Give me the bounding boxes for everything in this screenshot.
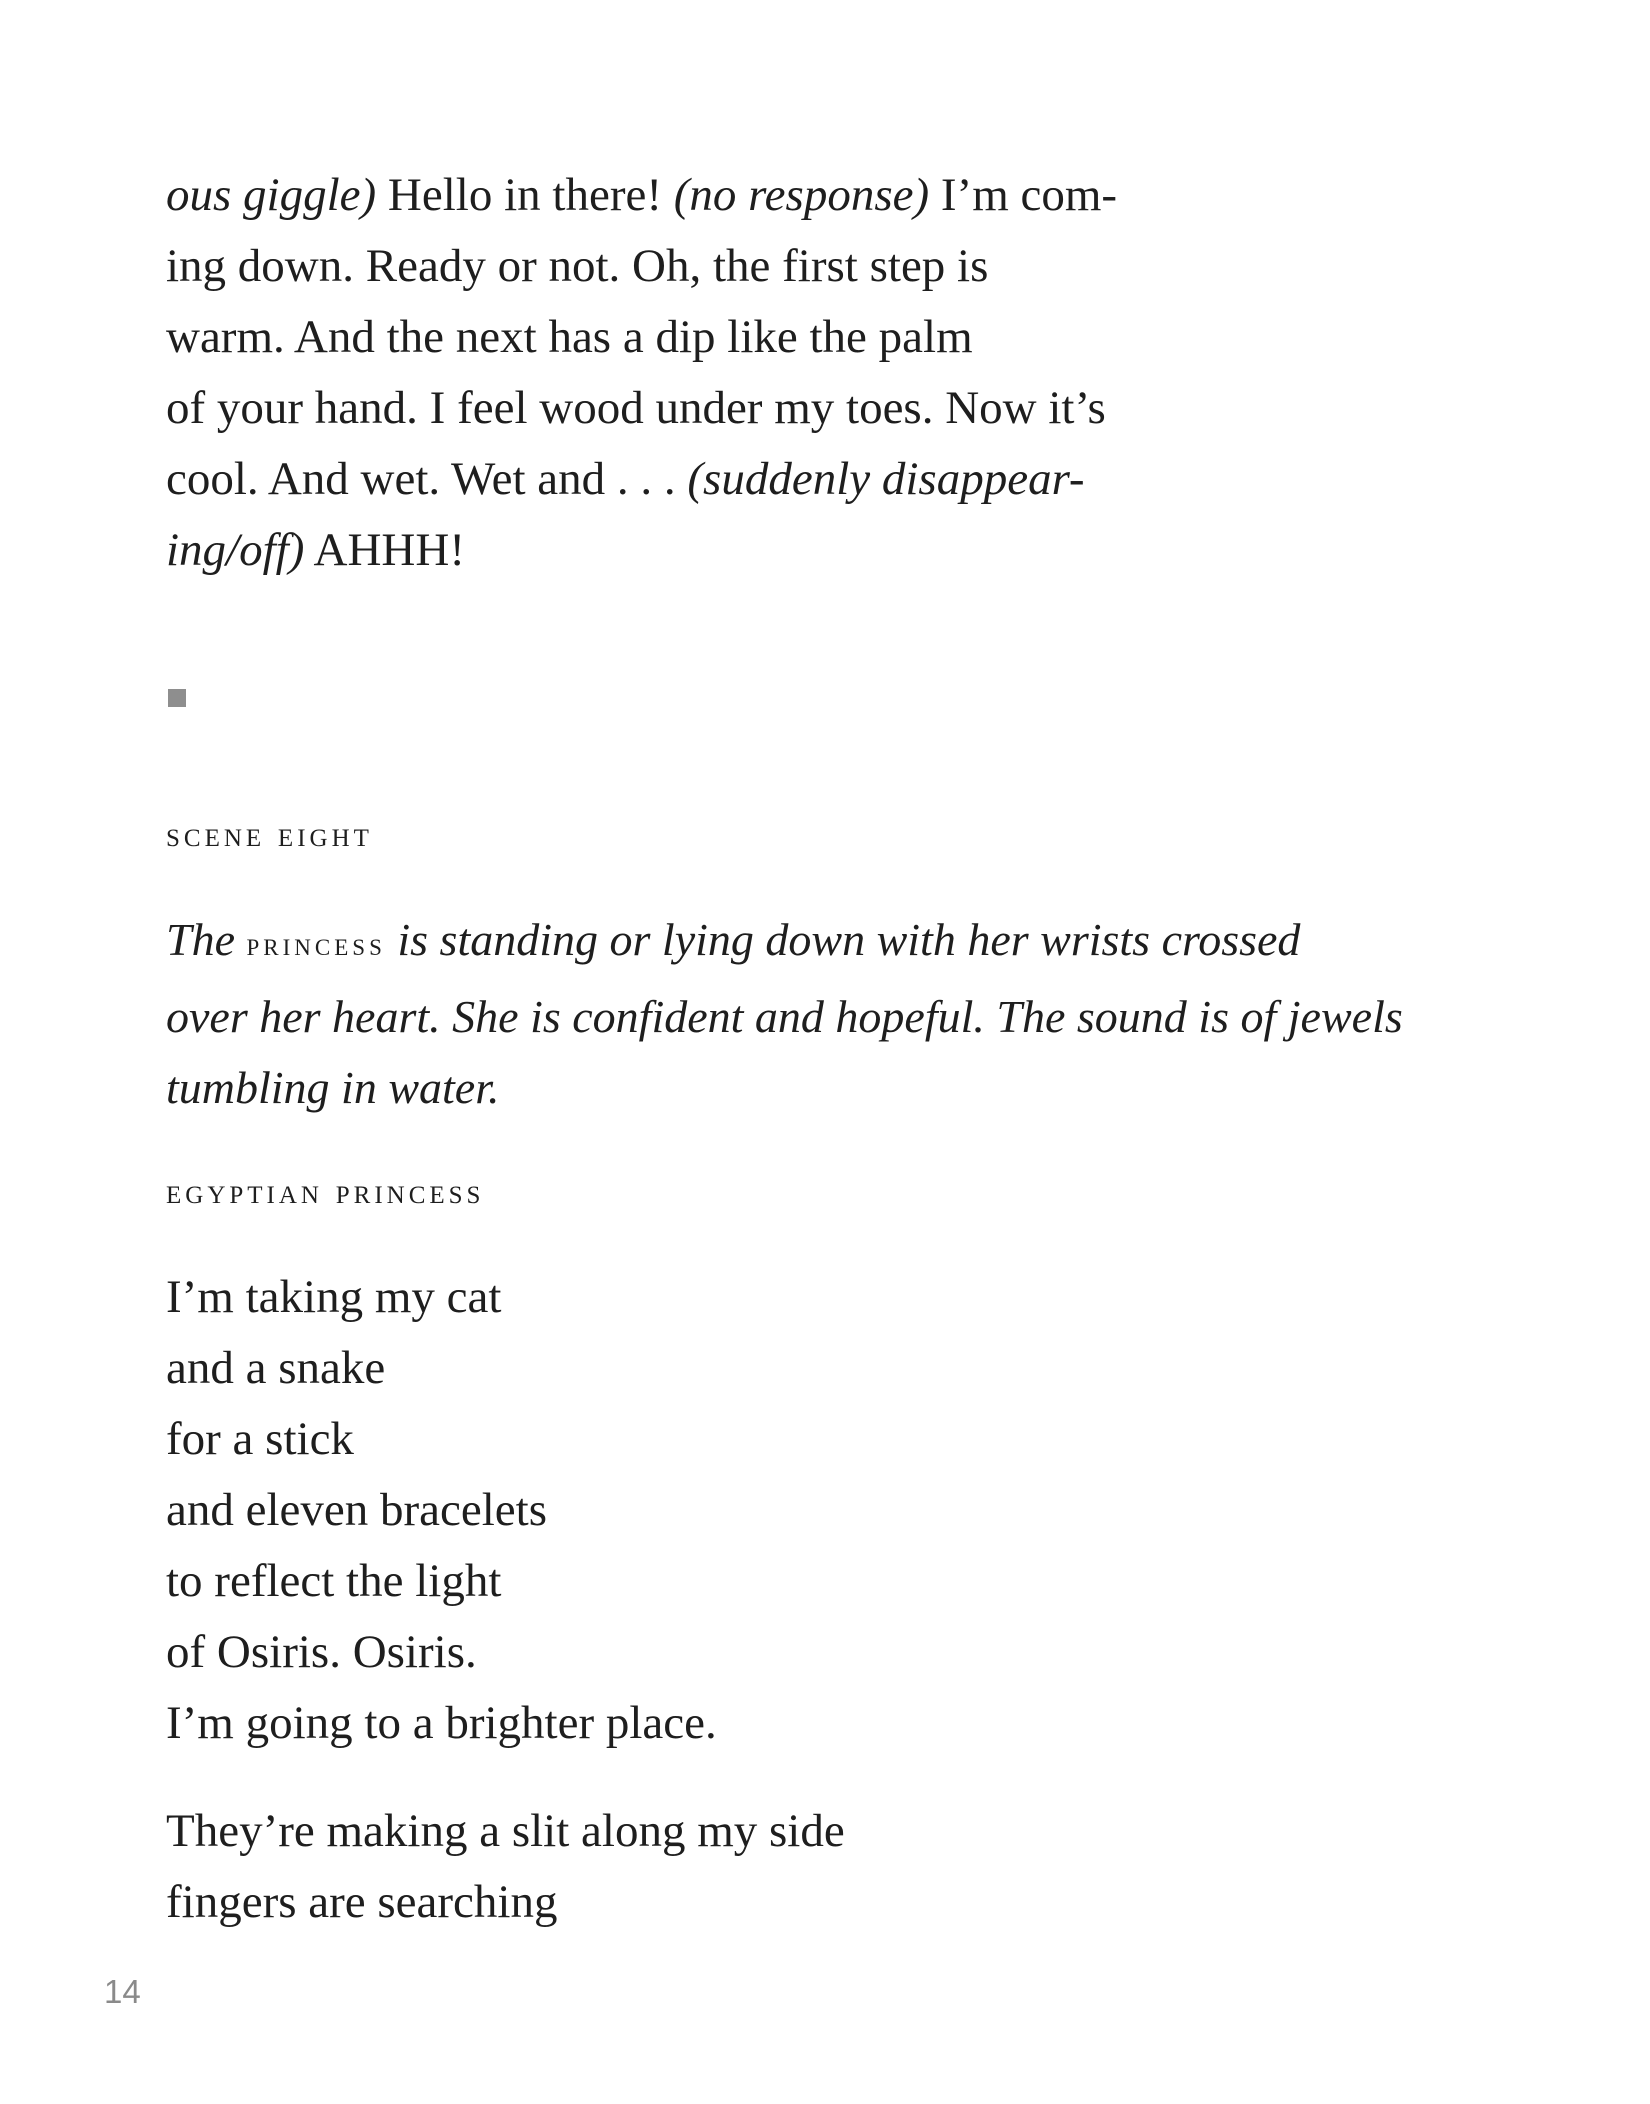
character-name-text: egyptian princess xyxy=(166,1172,485,1211)
intro-line-1-stage-b: (no response) xyxy=(673,169,930,221)
intro-line-1-stage-a: ous giggle) xyxy=(166,169,377,221)
stage-direction-character: princess xyxy=(246,927,386,963)
intro-line-2: ing down. Ready or not. Oh, the first step is xyxy=(166,240,989,292)
stage-direction-line-1-a: The xyxy=(166,914,247,965)
verse-1-line-4: and eleven bracelets xyxy=(166,1484,548,1536)
stage-direction-line-3: tumbling in water. xyxy=(166,1062,500,1113)
intro-line-1-speech-a: Hello in there! xyxy=(376,169,674,221)
verse-1-line-3: for a stick xyxy=(166,1413,354,1465)
intro-line-6-stage: ing/off) xyxy=(166,524,305,576)
stage-direction-line-1-c: is standing or lying down with her wrists crossed xyxy=(385,914,1301,965)
intro-line-1 xyxy=(166,160,1526,231)
stage-direction-line-2: over her heart. She is confident and hopeful. The sound is of jewels xyxy=(166,991,1403,1042)
intro-line-5 xyxy=(166,444,1526,515)
verse-1-line-1: I’m taking my cat xyxy=(166,1271,502,1323)
verse-1-line-7: I’m going to a brighter place. xyxy=(166,1697,717,1749)
intro-line-5-stage: (suddenly disappear- xyxy=(687,453,1085,505)
character-name-heading xyxy=(166,1172,484,1212)
intro-line-3: warm. And the next has a dip like the palm xyxy=(166,311,973,363)
intro-line-6 xyxy=(166,515,1526,586)
verse-2-line-1: They’re making a slit along my side xyxy=(166,1805,845,1857)
verse-1-line-5: to reflect the light xyxy=(166,1555,502,1607)
scene-heading xyxy=(166,815,373,855)
page-number: 14 xyxy=(104,1973,141,2010)
intro-line-4: of your hand. I feel wood under my toes. Now it’s xyxy=(166,382,1106,434)
verse-stanza-1 xyxy=(166,1262,1526,1759)
intro-dialogue xyxy=(166,160,1526,586)
intro-line-1-speech-b: I’m com- xyxy=(929,169,1118,221)
verse-stanza-2 xyxy=(166,1796,1526,1938)
section-break-square-icon xyxy=(168,689,186,707)
intro-line-5-speech: cool. And wet. Wet and . . . xyxy=(166,453,688,505)
stage-direction xyxy=(166,904,1526,1123)
intro-line-6-speech: AHHH! xyxy=(304,524,465,576)
verse-2-line-2: fingers are searching xyxy=(166,1876,558,1928)
stage-direction-line-1 xyxy=(166,904,1526,981)
scene-heading-text: scene eight xyxy=(166,815,373,854)
verse-1-line-6: of Osiris. Osiris. xyxy=(166,1626,477,1678)
verse-1-line-2: and a snake xyxy=(166,1342,386,1394)
